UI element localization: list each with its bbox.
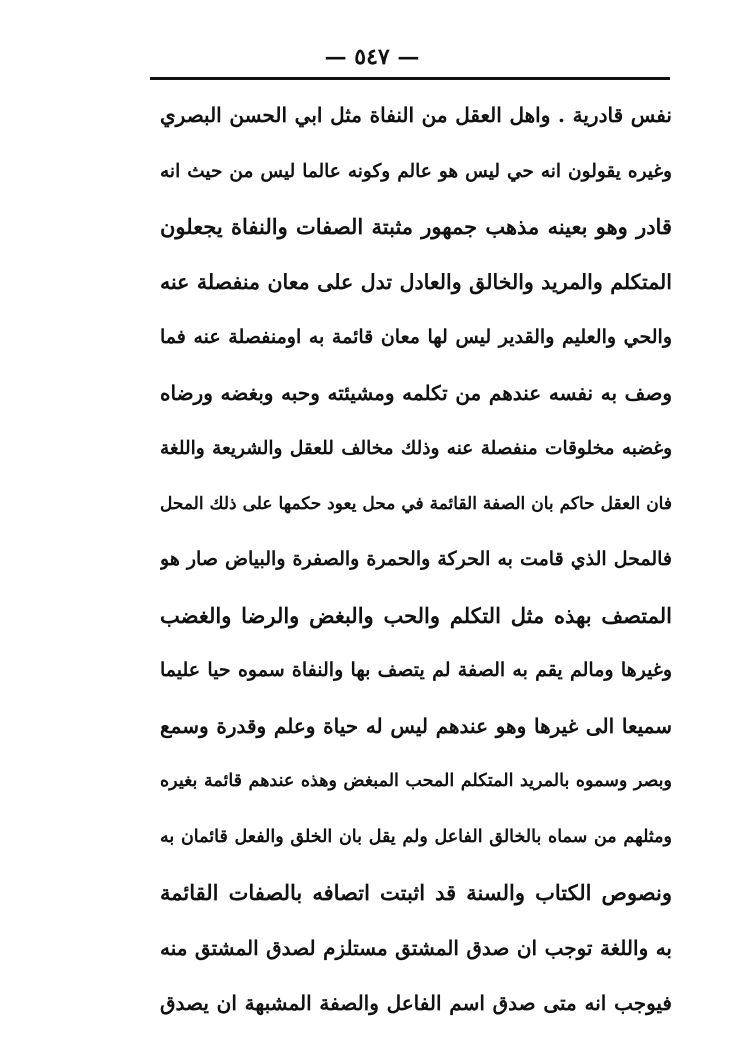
text-line: والحي والعليم والقدير ليس لها معان قائمة به اومنفصلة عنه فما bbox=[160, 326, 672, 348]
body-text bbox=[160, 88, 672, 1032]
text-line: فيوجب انه متى صدق اسم الفاعل والصفة المشبهة ان يصدق bbox=[160, 991, 672, 1015]
text-line: وبصر وسموه بالمريد المتكلم المحب المبغض وهذه عندهم قائمة بغيره bbox=[160, 771, 672, 791]
text-line: المتكلم والمريد والخالق والعادل تدل على معان منفصلة عنه bbox=[160, 269, 672, 294]
text-line: به واللغة توجب ان صدق المشتق مستلزم لصدق المشتق منه bbox=[160, 935, 672, 960]
text-line: المتصف بهذه مثل التكلم والحب والبغض والرضا والغضب bbox=[160, 602, 672, 628]
text-line: قادر وهو بعينه مذهب جمهور مثبتة الصفات والنفاة يجعلون bbox=[160, 214, 672, 239]
text-line: ومثلهم من سماه بالخالق الفاعل ولم يقل بان الخلق والفعل قائمان به bbox=[160, 826, 672, 847]
text-line: فالمحل الذي قامت به الحركة والحمرة والصفرة والبياض صار هو bbox=[160, 548, 672, 570]
page-number: — ٥٤٧ — bbox=[324, 44, 420, 70]
text-line: وغيره يقولون انه حي ليس هو عالم وكونه عالما ليس من حيث انه bbox=[160, 160, 672, 182]
text-line: نفس قادرية . واهل العقل من النفاة مثل ابي الحسن البصري bbox=[160, 103, 672, 127]
text-line: وصف به نفسه عندهم من تكلمه ومشيئته وحبه وبغضه ورضاه bbox=[160, 380, 672, 405]
text-line: سميعا الى غيرها وهو عندهم ليس له حياة وعلم وقدرة وسمع bbox=[160, 713, 672, 738]
header-rule bbox=[150, 77, 670, 80]
text-line: فان العقل حاكم بان الصفة القائمة في محل يعود حكمها على ذلك المحل bbox=[160, 493, 672, 514]
text-line: ونصوص الكتاب والسنة قد اثبتت اتصافه بالصفات القائمة bbox=[160, 880, 672, 905]
text-line: وغضبه مخلوقات منفصلة عنه وذلك مخالف للعقل والشريعة واللغة bbox=[160, 438, 672, 459]
text-line: وغيرها ومالم يقم به الصفة لم يتصف بها والنفاة سموه حيا عليما bbox=[160, 659, 672, 681]
